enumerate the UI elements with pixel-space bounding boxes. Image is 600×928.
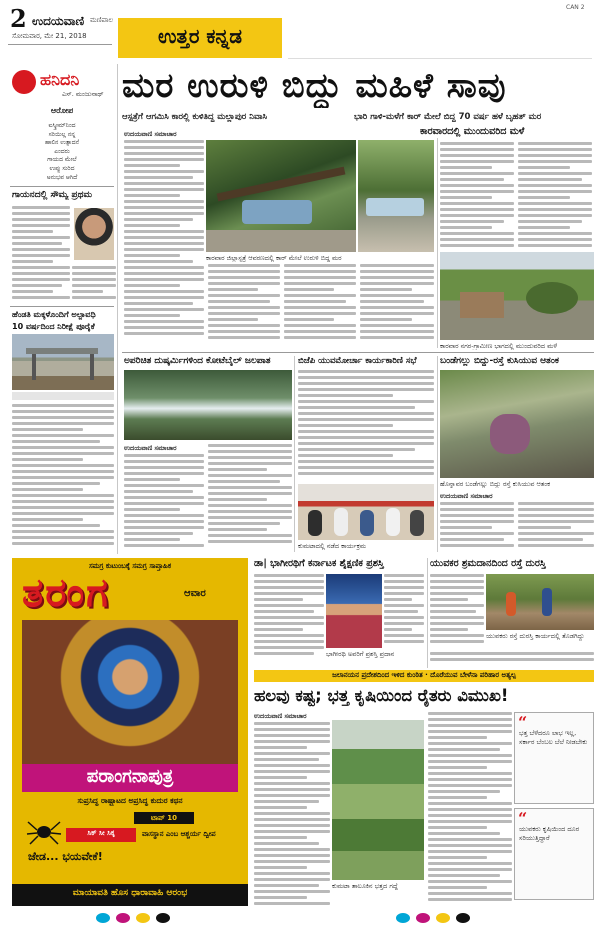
story2-text xyxy=(298,370,434,480)
page-number: 2 xyxy=(10,4,27,33)
quote-2-text: ಯುವಕರು ಕೃಷಿಯಿಂದ ದೂರ ಸರಿಯುತ್ತಿದ್ದಾರೆ xyxy=(519,825,580,842)
story3-byline: ಉದಯವಾಣಿ ಸಮಾಚಾರ xyxy=(440,492,493,500)
story2-meeting-photo xyxy=(298,484,434,540)
lead-bottom-rule xyxy=(122,352,594,353)
registration-mark-black xyxy=(456,913,470,923)
sidebar-column-rule xyxy=(117,64,118,554)
lead-subhead-left: ಆಸ್ಪತ್ರೆಗೆ ಆಗಮಿಸಿ ಕಾರಲ್ಲಿ ಕುಳಿತಿದ್ದ ಮಲ್ಲಾಪುರ ನಿವಾಸಿ xyxy=(122,112,267,122)
registration-mark-yellow xyxy=(436,913,450,923)
poem-line: ಐಸ್ಕ್ರೀಮ್‌ನಿಂದ xyxy=(48,122,76,129)
story2-headline: ಬಿಜೆಪಿ ಯುವಮೋರ್ಚಾ ಕಾರ್ಯಕಾರಿಣಿ ಸಭೆ xyxy=(298,356,417,366)
story1-text-col2 xyxy=(208,444,292,550)
lead-right-photo-caption: ಕಾರವಾರ ನಗರ-ಗ್ರಾಮೀಣ ಭಾಗದಲ್ಲಿ ಮುಂದುವರಿದ ಮಳೆ xyxy=(440,342,558,350)
lead-right-photo xyxy=(440,252,594,340)
masthead-rule xyxy=(288,58,592,59)
lead-subhead-right-2: ಕಾರವಾರದಲ್ಲಿ ಮುಂದುವರಿದ ಮಳೆ xyxy=(420,126,525,137)
bottom-strapline: ಜಲಾನಯನ ಪ್ರದೇಶದಿಂದ ಇಳಿದ ಕುಂಠಿತ · ದೊರೆಯುವ ಬೇಳೆನಾ ಪರಿಹಾರ ಅತ್ಯಲ್ಪ xyxy=(332,671,516,679)
sidebar-photo-caption xyxy=(12,392,114,400)
lead-story-text-col4 xyxy=(360,264,434,344)
lead-headline: ಮರ ಉರುಳಿ ಬಿದ್ದು ಮಹಿಳೆ ಸಾವು xyxy=(122,66,507,106)
lead-subhead-right: ಭಾರಿ ಗಾಳಿ-ಮಳೆಗೆ ಕಾರ್ ಮೇಲೆ ಬಿದ್ದ 70 ವರ್ಷ ಹಳೆ ಬೃಹತ್ ಮರ xyxy=(354,112,542,122)
sidebar-divider xyxy=(10,186,114,187)
sidebar-story1-text-b xyxy=(72,266,116,302)
ad-cover-subtitle: ಸುಪ್ರಸಿದ್ಧ ರಾಷ್ಟ್ರಾಟದ ಅಪ್ರಸಿದ್ಧ ಕುದುರ ಕಥನ xyxy=(77,796,183,805)
bottom-text-col1 xyxy=(254,722,330,908)
hanidani-title: ಹನಿದನಿ xyxy=(40,70,80,89)
ad-item1: ಸಿಕ್ ಸೀ ಸಿಕ್ಕ xyxy=(87,829,115,837)
poem-line: ಗಾಯದ ಮೇಲೆ xyxy=(47,156,77,164)
taranga-ad[interactable] xyxy=(12,558,248,906)
poem-line: ಅನುಭವ ಆಗಿದೆ xyxy=(46,173,78,181)
ad-cover-title: ಪರಾಂಗನಾಪುತ್ರ xyxy=(86,766,174,787)
story2-column-rule xyxy=(294,356,295,552)
story3-column-rule xyxy=(437,356,438,552)
story3-text-col2 xyxy=(518,502,594,550)
registration-mark-cyan xyxy=(396,913,410,923)
lead-story-text-col3 xyxy=(284,264,356,344)
story1-byline: ಉದಯವಾಣಿ ಸಮಾಚಾರ xyxy=(124,444,177,452)
story5-photo-caption: ಯುವಕರು ರಸ್ತೆ ದುರಸ್ತಿ ಕಾರ್ಯದಲ್ಲಿ ತೊಡಗಿದ್ದು xyxy=(486,632,585,640)
poem-line: ಎಂದರು xyxy=(54,147,70,155)
poem-line: ಉಪ್ಪು ಸುರಿದ xyxy=(49,164,75,172)
quote-box-1 xyxy=(514,712,594,804)
quote-mark-icon: “ xyxy=(518,713,528,732)
sidebar-story1-headline: ಗಾಯನದಲ್ಲಿ ಸೌಮ್ಯ ಪ್ರಥಮ xyxy=(12,190,93,200)
registration-mark-yellow xyxy=(136,913,150,923)
lead-tree-photo xyxy=(206,140,356,252)
hanidani-author: ಎಸ್. ಮಂಜುನಾಥ್ xyxy=(62,90,104,98)
ad-magazine-title: ತರಂಗ xyxy=(22,570,110,616)
ad-top10-badge: ಟಾಪ್ 10 xyxy=(134,812,194,824)
lead-photo-caption: ಕಾರವಾರ ಜಿಲ್ಲಾಸ್ಪತ್ರೆ ಆವರಣದಲ್ಲಿ ಕಾರ್ ಮೇಲೆ ಉರುಳಿ ಬಿದ್ದ ಮರ xyxy=(206,254,342,262)
story3-text-col1 xyxy=(440,502,514,550)
ad-footer-promo: ಮಾಯಾವತಿ ಹೊಸ ಧಾರಾವಾಹಿ ಆರಂಭ xyxy=(72,888,188,898)
quote-mark-icon: “ xyxy=(518,809,528,828)
poem-title: ಆರೋಪ xyxy=(50,106,74,115)
ad-tagline: ಸಮಗ್ರ ಕುಟುಂಬಕ್ಕೆ ಸಮಗ್ರ ಸಾಪ್ತಾಹಿಕ xyxy=(88,562,172,570)
story5-road-photo xyxy=(486,574,594,630)
section-title: ಉತ್ತರ ಕನ್ನಡ xyxy=(158,24,242,48)
dateline: ಸೋಮವಾರ, ಮೇ 21, 2018 xyxy=(12,32,87,40)
story5-text-col2 xyxy=(430,652,594,666)
story5-column-rule xyxy=(427,558,428,668)
sidebar-divider-2 xyxy=(10,306,114,307)
story4-text-col1 xyxy=(254,574,324,658)
registration-mark-cyan xyxy=(96,913,110,923)
story4-award-photo xyxy=(326,574,382,648)
story5-text-col1 xyxy=(430,574,484,650)
bottom-headline: ಹಲವು ಕಷ್ಟ; ಭತ್ತ ಕೃಷಿಯಿಂದ ರೈತರು ವಿಮುಖ! xyxy=(254,686,509,705)
story4-text-col2 xyxy=(384,574,424,648)
story3-landslide-photo xyxy=(440,370,594,478)
ad-day-label: ಆವಾರ xyxy=(184,588,206,599)
sidebar-story2-headline: ಹೆಂಡತಿ ಮಕ್ಕಳೊಂದಿಗೆ ಅಲ್ಪಾವಧಿ xyxy=(12,310,96,319)
lead-byline: ಉದಯವಾಣಿ ಸಮಾಚಾರ xyxy=(124,130,177,138)
registration-mark-black xyxy=(156,913,170,923)
bottom-text-col2 xyxy=(428,712,512,908)
quote-1-text: ಭತ್ತ ಬೆಳೆದರೂ ಲಾಭ ಇಲ್ಲ, ಸರ್ಕಾರ ಬೆಂಬಲ ಬೆಲೆ ನೀಡಬೇಕು xyxy=(519,729,588,746)
story1-text-col1 xyxy=(124,454,204,550)
ad-promo: ಜೇಡ... ಭಯವೇಕೆ! xyxy=(28,850,103,863)
sidebar-story1-text xyxy=(12,206,70,302)
story5-headline: ಯುವಕರ ಶ್ರಮದಾನದಿಂದ ರಸ್ತೆ ದುರಸ್ತಿ xyxy=(430,558,546,569)
spider-icon xyxy=(26,816,62,846)
sidebar-story2-subhead: 10 ವರ್ಷದಿಂದ ನಿರೀಕ್ಷೆ ಪೂರೈಕೆ xyxy=(12,322,95,331)
lead-tree-photo-2 xyxy=(358,140,434,252)
masthead-divider xyxy=(8,44,112,45)
story1-waterfall-photo xyxy=(124,370,292,440)
story4-headline: ಡಾ| ಭಾಗೀರಥಿಗೆ ಕರ್ನಾಟಕ ಶೈಕ್ಷಣಿಕ ಪ್ರಶಸ್ತಿ xyxy=(254,558,384,569)
story4-photo-caption: ಭಾಗೀರಥಿ ಅವರಿಗೆ ಪ್ರಶಸ್ತಿ ಪ್ರದಾನ xyxy=(326,650,395,658)
bottom-paddy-photo xyxy=(332,720,424,880)
story1-headline: ಅಪರಿಚಿತ ದುಷ್ಕರ್ಮಿಗಳಿಂದ ಕೋಟೆಬೈಲ್ ಜಲಪಾತ xyxy=(124,356,271,366)
story3-headline: ಬಂಡೆಗಲ್ಲು ಬಿದ್ದು-ರಸ್ತೆ ಕುಸಿಯುವ ಆತಂಕ xyxy=(440,356,559,366)
hanidani-logo-mark xyxy=(12,70,36,94)
can-label: CAN 2 xyxy=(566,4,585,11)
poem-line: ಸರಿಯಿಲ್ಲ ನನ್ನ xyxy=(48,130,76,138)
ad-item2: ವಾಸಸ್ಥಾನ ಎಂಬ ಆಶ್ಚರ್ಯ ದ್ವೀಪ xyxy=(142,830,216,838)
story3-photo-caption: ಹೊನ್ನಾವರ ಬಂಡೆಗಲ್ಲು ಬಿದ್ದು ರಸ್ತೆ ಕುಸಿಯುವ ಆತಂಕ xyxy=(440,480,551,488)
lead-story-text-col2 xyxy=(208,264,280,344)
poem-line: ಹಾಲಿನ ಉತ್ಪಾದನೆ xyxy=(44,139,80,147)
lead-right-text-col2 xyxy=(518,142,592,248)
sidebar-story2-text xyxy=(12,404,114,550)
lead-right-text-col1 xyxy=(440,142,514,248)
registration-mark-magenta xyxy=(116,913,130,923)
story2-photo-caption: ಕುಮಟಾದಲ್ಲಿ ನಡೆದ ಕಾರ್ಯಕ್ರಮ xyxy=(298,542,367,550)
lead-right-column-rule xyxy=(437,138,438,348)
sidebar-portrait-photo xyxy=(74,208,114,260)
ad-cover-art xyxy=(22,620,238,770)
paper-name: ಉದಯವಾಣಿ xyxy=(32,14,85,28)
bottom-photo-caption: ಕುಮಟಾ ತಾಲೂಕಿನ ಭತ್ತದ ಗದ್ದೆ xyxy=(332,882,398,890)
quote-box-2 xyxy=(514,808,594,900)
sidebar-shelter-photo xyxy=(12,334,114,390)
lead-story-text-col1 xyxy=(124,140,204,342)
bottom-byline: ಉದಯವಾಣಿ ಸಮಾಚಾರ xyxy=(254,712,307,720)
registration-mark-magenta xyxy=(416,913,430,923)
poem-body xyxy=(12,122,112,182)
edition-label: ಮಣಿಪಾಲ xyxy=(90,16,114,24)
